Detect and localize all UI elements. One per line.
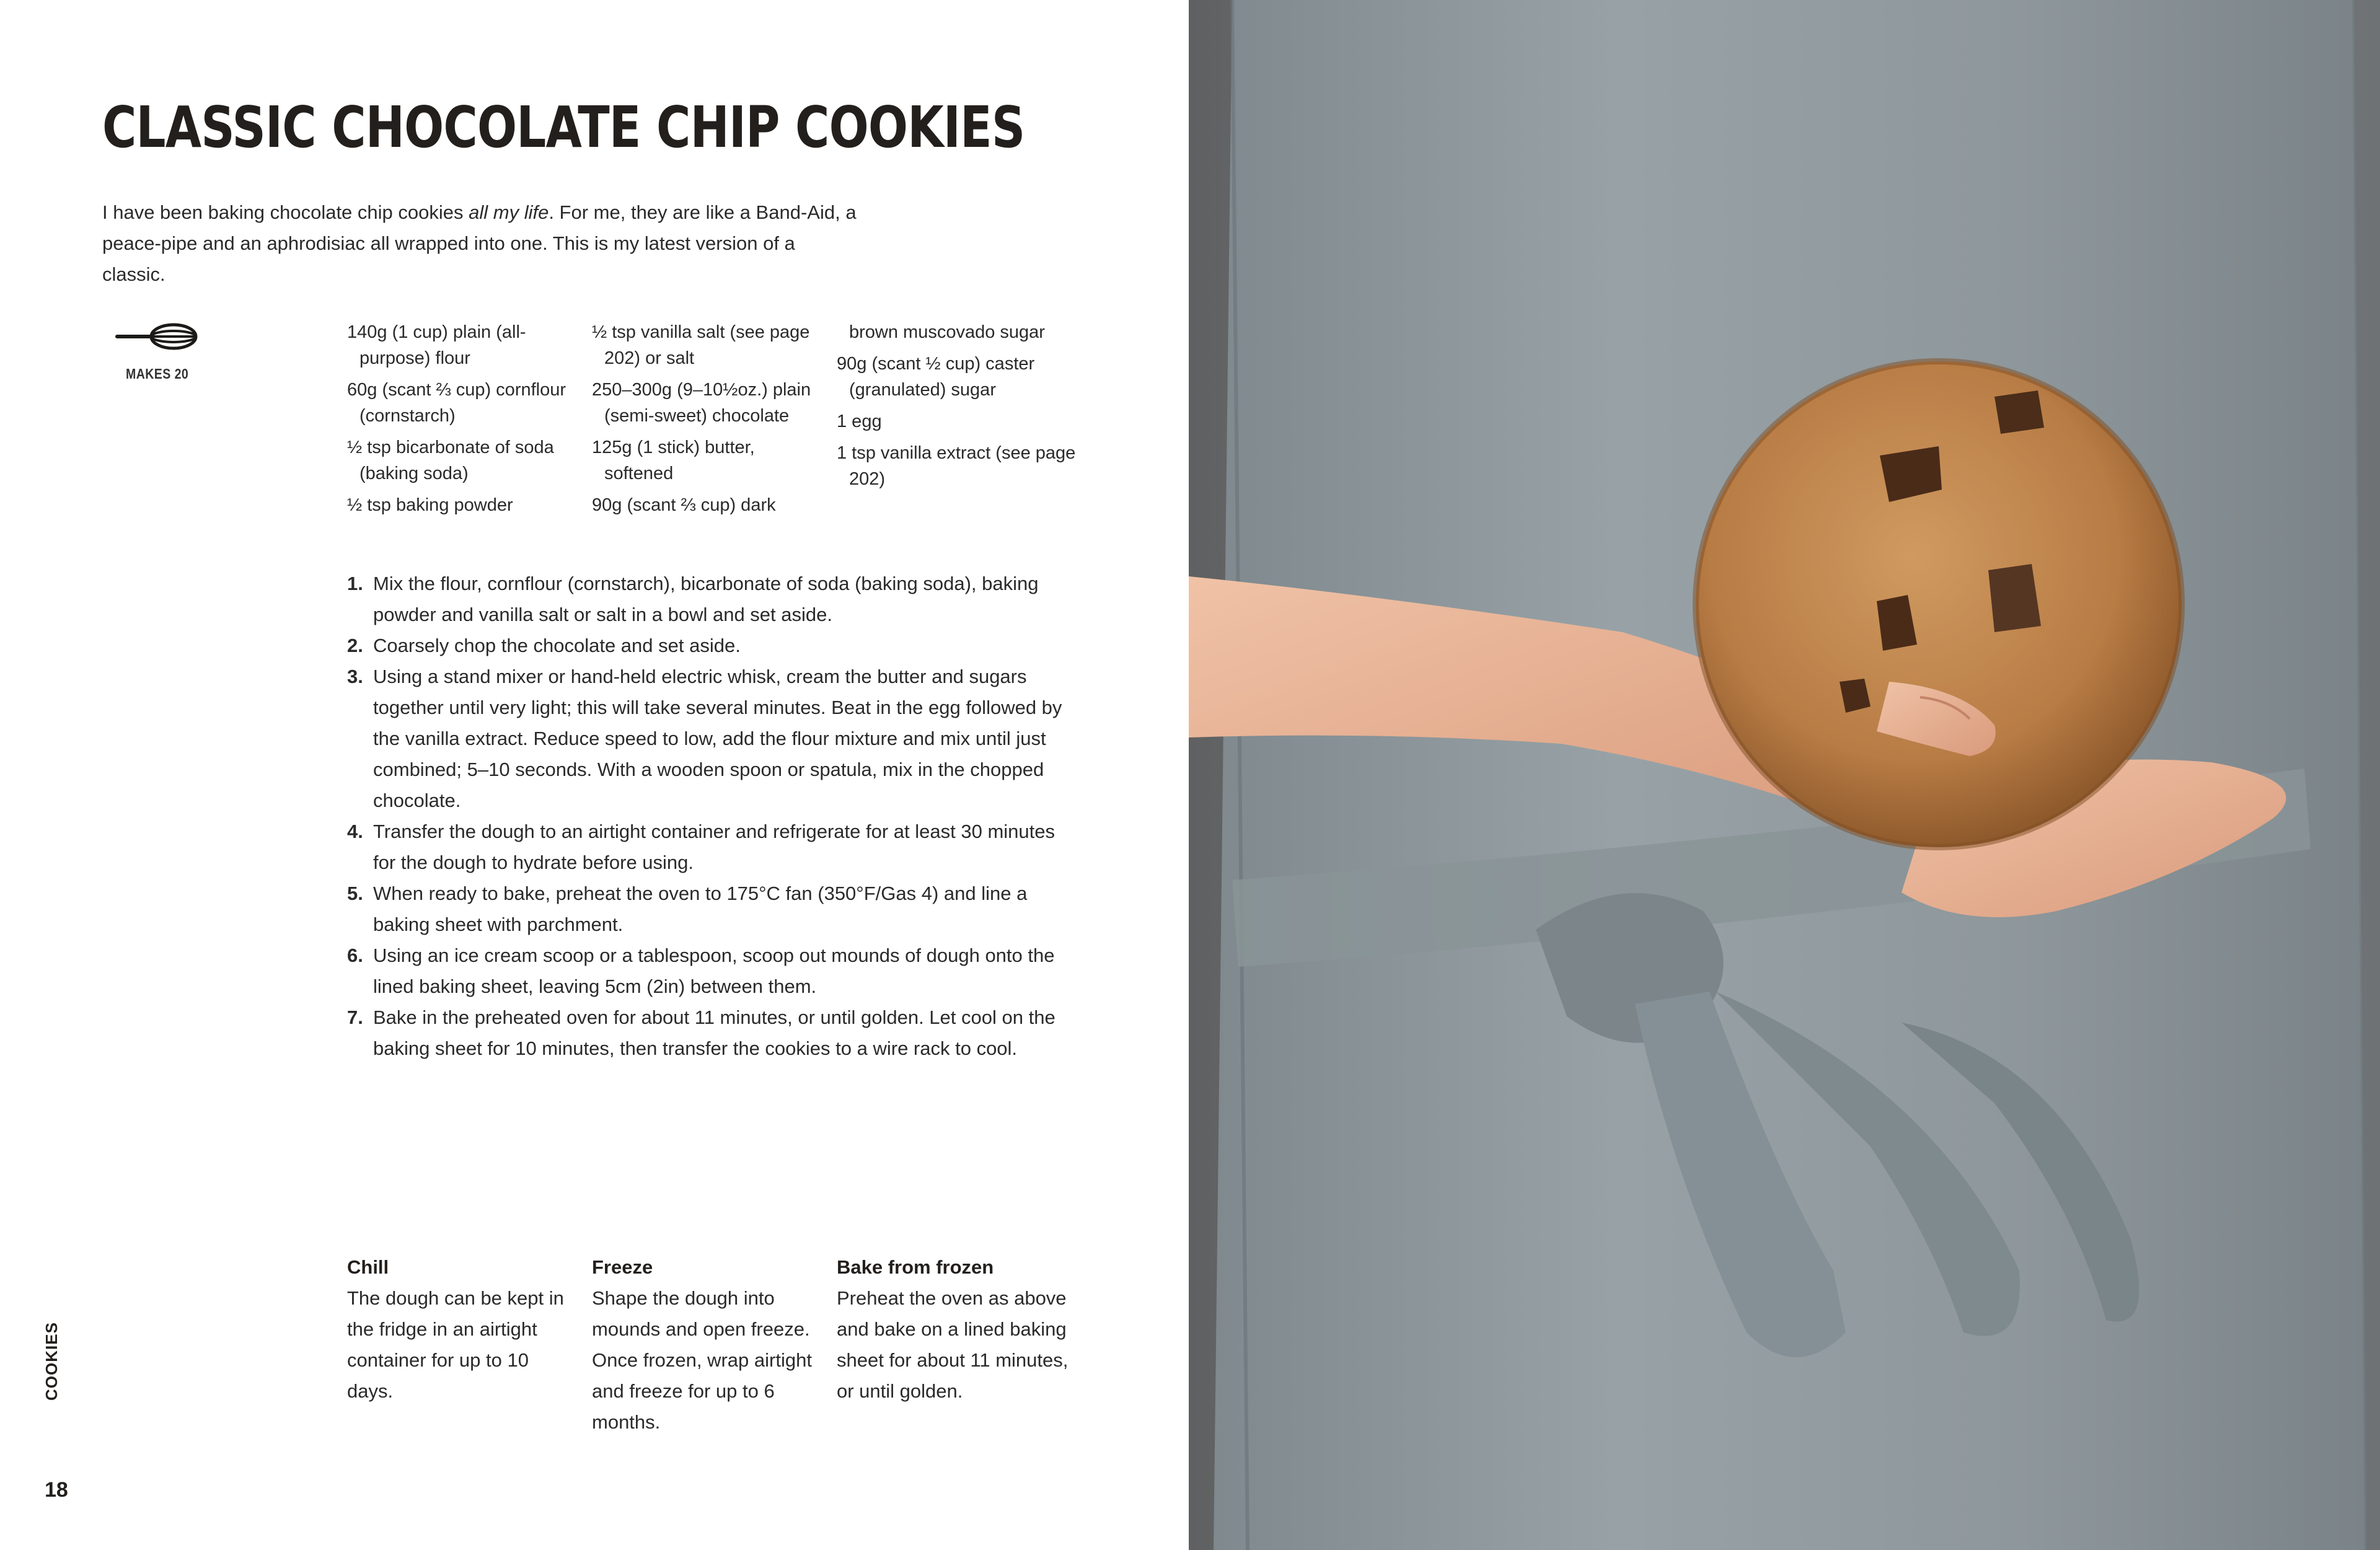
ingredient-item: 140g (1 cup) plain (all-purpose) flour (347, 322, 526, 368)
ingredients-column-1 (347, 319, 583, 524)
step-text: Coarsely chop the chocolate and set aside. (373, 635, 741, 656)
ingredient-item: 90g (scant ⅔ cup) dark (592, 495, 776, 515)
method-step (347, 816, 1066, 878)
tip-body: Preheat the oven as above and bake on a lined baking sheet for about 11 minutes, or until golden. (837, 1287, 1069, 1402)
tip-freeze (592, 1252, 824, 1438)
ingredient-item: ½ tsp vanilla salt (see page 202) or salt (592, 322, 810, 368)
tip-body: Shape the dough into mounds and open freeze. Once frozen, wrap airtight and freeze for up to 6 months. (592, 1287, 812, 1433)
method-step (347, 568, 1066, 630)
tip-heading: Chill (347, 1256, 389, 1278)
ingredient-continuation: brown muscovado sugar (849, 322, 1045, 342)
step-number: 6. (347, 945, 363, 966)
method-step (347, 630, 1066, 661)
apron-hand-cookie-image (1189, 0, 2380, 1550)
step-number: 1. (347, 573, 363, 594)
step-number: 5. (347, 883, 363, 904)
method-step (347, 940, 1066, 1002)
tip-heading: Freeze (592, 1256, 653, 1278)
ingredient-item: 1 egg (837, 412, 882, 431)
section-label: COOKIES (42, 1322, 61, 1401)
method-steps (347, 568, 1066, 1064)
ingredient-item: 90g (scant ½ cup) caster (granulated) sugar (837, 354, 1035, 400)
step-text: Transfer the dough to an airtight container and refrigerate for at least 30 minutes for the dough to hydrate before using. (373, 821, 1055, 873)
tip-body: The dough can be kept in the fridge in an airtight container for up to 10 days. (347, 1287, 564, 1402)
cookie-photo (1189, 0, 2380, 1550)
intro-text-end: . For me, they are like a Band-Aid, a peace-pipe and an aphrodisiac all wrapped into one. This is my latest version of a classic. (102, 201, 857, 285)
yield-label: MAKES 20 (126, 366, 189, 382)
step-number: 7. (347, 1006, 363, 1028)
ingredient-item: 1 tsp vanilla extract (see page 202) (837, 443, 1076, 489)
tip-chill (347, 1252, 570, 1407)
tip-bake-from-frozen (837, 1252, 1085, 1407)
ingredient-item: 250–300g (9–10½oz.) plain (semi-sweet) chocolate (592, 380, 811, 426)
method-step (347, 661, 1066, 816)
ingredient-item: 125g (1 stick) butter, softened (592, 438, 755, 483)
method-step (347, 1002, 1066, 1064)
recipe-title: CLASSIC CHOCOLATE CHIP COOKIES (102, 94, 1025, 161)
step-number: 2. (347, 635, 363, 656)
intro-emphasis: all my life (469, 201, 549, 223)
whisk-icon (115, 321, 198, 352)
step-text: Bake in the preheated oven for about 11 minutes, or until golden. Let cool on the baking sheet for 10 minutes, then transfer the cookies to a wire rack to cool. (373, 1006, 1056, 1059)
step-number: 3. (347, 666, 363, 687)
step-text: Using an ice cream scoop or a tablespoon, scoop out mounds of dough onto the lined baking sheet, leaving 5cm (2in) between them. (373, 945, 1055, 997)
ingredients-column-3 (837, 319, 1085, 498)
method-step (347, 878, 1066, 940)
intro-text-start: I have been baking chocolate chip cookies (102, 201, 469, 223)
step-number: 4. (347, 821, 363, 842)
tip-heading: Bake from frozen (837, 1256, 994, 1278)
ingredient-item: ½ tsp bicarbonate of soda (baking soda) (347, 438, 554, 483)
ingredients-column-2 (592, 319, 827, 524)
step-text: When ready to bake, preheat the oven to 175°C fan (350°F/Gas 4) and line a baking sheet with parchment. (373, 883, 1028, 935)
recipe-intro (102, 197, 858, 290)
recipe-page (0, 0, 1189, 1550)
ingredient-item: 60g (scant ⅔ cup) cornflour (cornstarch) (347, 380, 566, 426)
step-text: Mix the flour, cornflour (cornstarch), bicarbonate of soda (baking soda), baking powder and vanilla salt or salt in a bowl and set aside. (373, 573, 1039, 625)
ingredient-item: ½ tsp baking powder (347, 495, 513, 515)
page-number: 18 (45, 1478, 68, 1502)
step-text: Using a stand mixer or hand-held electric whisk, cream the butter and sugars together until very light; this will take several minutes. Beat in the egg followed by the vanilla extract. Reduce speed to low, add the flour mixture and mix until just combined; 5–10 seconds. With a wooden spoon or spatula, mix in the chopped chocolate. (373, 666, 1062, 811)
